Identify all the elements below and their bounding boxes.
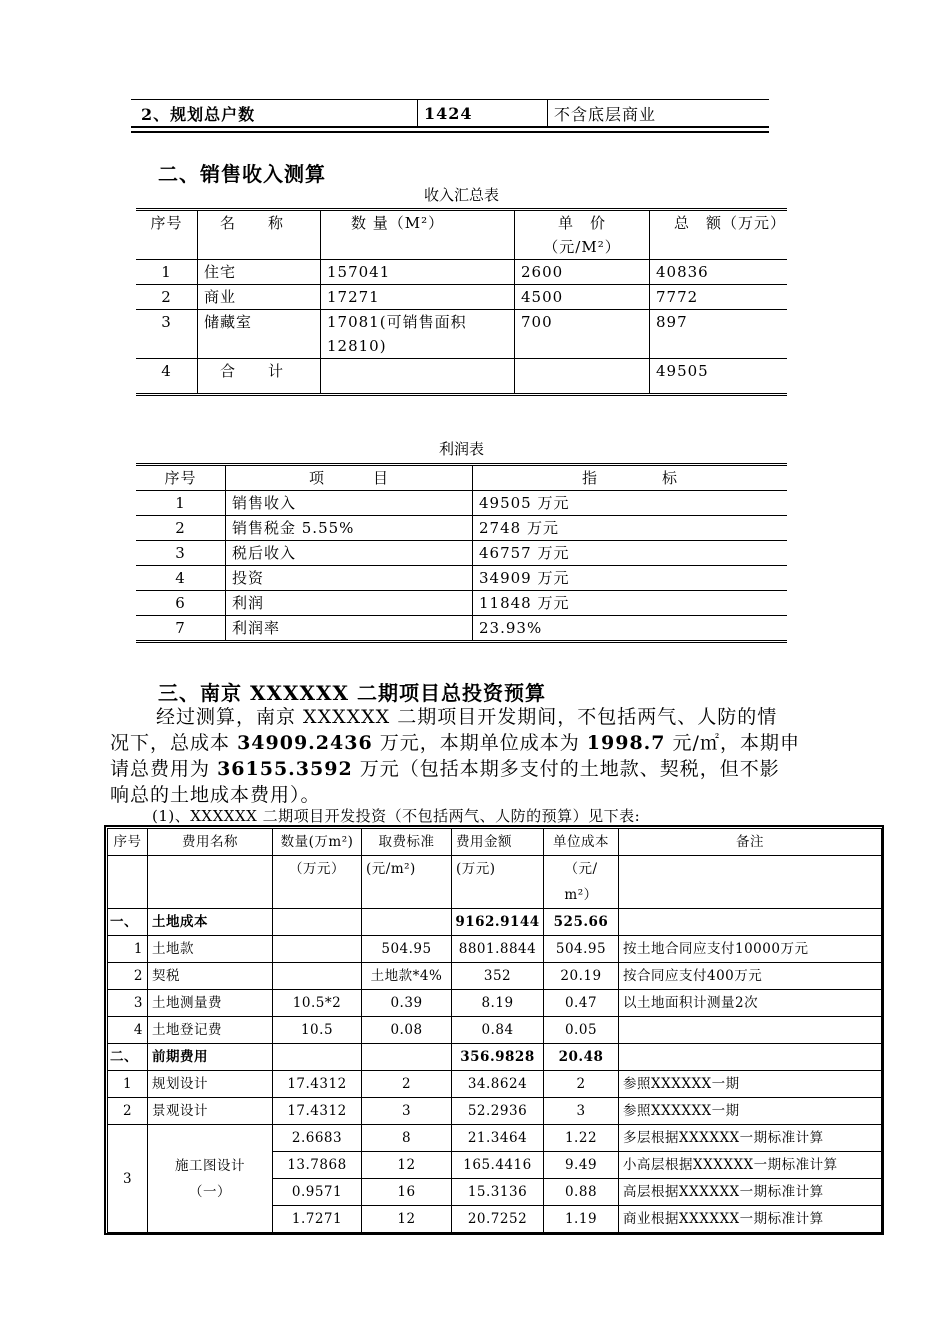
cell: 商业根据XXXXXX一期标准计算 xyxy=(619,1206,882,1233)
cell xyxy=(619,1017,882,1044)
cell: 34.8624 xyxy=(452,1071,544,1098)
table-row xyxy=(108,909,882,936)
households-label: 2、规划总户数 xyxy=(131,100,418,127)
header-cell xyxy=(544,856,619,909)
header-cell: （万元） xyxy=(273,856,362,909)
income-summary-table xyxy=(136,208,787,396)
cell: 住宅 xyxy=(198,260,321,285)
cell: 504.95 xyxy=(362,936,452,963)
cell xyxy=(273,963,362,990)
header-cell: 备注 xyxy=(619,829,882,856)
text: 万元（包括本期多支付的土地款、契税，但不影 xyxy=(359,758,780,780)
cell: 16 xyxy=(362,1179,452,1206)
header-cell: 项 目 xyxy=(226,465,473,491)
cell: 规划设计 xyxy=(148,1071,273,1098)
cell: 3 xyxy=(136,541,226,566)
cell: 多层根据XXXXXX一期标准计算 xyxy=(619,1125,882,1152)
table-row xyxy=(108,1071,882,1098)
cell: 17.4312 xyxy=(273,1098,362,1125)
cell: 小高层根据XXXXXX一期标准计算 xyxy=(619,1152,882,1179)
cell: 投资 xyxy=(226,566,473,591)
cell: 6 xyxy=(136,591,226,616)
cell: 1 xyxy=(136,491,226,516)
table-row xyxy=(108,936,882,963)
households-note: 不含底层商业 xyxy=(548,100,770,127)
cell: 49505 xyxy=(650,359,788,395)
para-line xyxy=(110,730,820,756)
cell xyxy=(515,359,650,395)
cell: 21.3464 xyxy=(452,1125,544,1152)
header-cell: 序号 xyxy=(136,210,198,260)
text: 万元，本期单位成本为 xyxy=(379,732,580,754)
cell: 0.47 xyxy=(544,990,619,1017)
unit-cost: 1998.7 xyxy=(586,732,666,754)
header-text: （元/ xyxy=(564,861,598,877)
cell: 525.66 xyxy=(544,909,619,936)
cell xyxy=(273,1044,362,1071)
cell: 合 计 xyxy=(198,359,321,395)
cell: 49505 万元 xyxy=(473,491,788,516)
table-row xyxy=(136,616,787,642)
cell: 3 xyxy=(108,990,148,1017)
cell: 2 xyxy=(544,1071,619,1098)
header-cell: 数 量（M²） xyxy=(321,210,515,260)
cell: 按土地合同应支付10000万元 xyxy=(619,936,882,963)
cell: 8.19 xyxy=(452,990,544,1017)
cell: 1 xyxy=(108,1071,148,1098)
cell: 17271 xyxy=(321,285,515,310)
investment-table xyxy=(107,828,882,1233)
cell: 3 xyxy=(362,1098,452,1125)
cell: 12 xyxy=(362,1152,452,1179)
households-value: 1424 xyxy=(418,100,548,127)
cell: 4500 xyxy=(515,285,650,310)
cell: 0.39 xyxy=(362,990,452,1017)
cell: 2748 万元 xyxy=(473,516,788,541)
cell: 40836 xyxy=(650,260,788,285)
cell: 储藏室 xyxy=(198,310,321,359)
households-table xyxy=(131,99,769,126)
cell: 土地款*4% xyxy=(362,963,452,990)
cell xyxy=(273,909,362,936)
cell: 参照XXXXXX一期 xyxy=(619,1071,882,1098)
cell: 12 xyxy=(362,1206,452,1233)
cell: 7772 xyxy=(650,285,788,310)
households-row xyxy=(131,100,769,127)
cell: 一、 xyxy=(108,909,148,936)
section-title-sales: 二、销售收入测算 xyxy=(158,162,326,186)
table-header-row xyxy=(108,829,882,856)
text: 请总费用为 xyxy=(110,758,211,780)
cell: 34909 万元 xyxy=(473,566,788,591)
cell: 按合同应支付400万元 xyxy=(619,963,882,990)
cell-design-name xyxy=(148,1125,273,1233)
para-line xyxy=(110,756,820,782)
cell: 土地登记费 xyxy=(148,1017,273,1044)
cell: 4 xyxy=(136,566,226,591)
cell: 46757 万元 xyxy=(473,541,788,566)
table-header-row xyxy=(136,465,787,491)
investment-paragraph xyxy=(110,704,820,808)
cell: 0.08 xyxy=(362,1017,452,1044)
cell: 165.4416 xyxy=(452,1152,544,1179)
cell: 0.05 xyxy=(544,1017,619,1044)
cell-line: （一） xyxy=(189,1183,231,1200)
table-row xyxy=(136,591,787,616)
cell: 3 xyxy=(544,1098,619,1125)
text: 况下，总成本 xyxy=(110,732,231,754)
table-row xyxy=(108,1098,882,1125)
cell: 契税 xyxy=(148,963,273,990)
cell: 352 xyxy=(452,963,544,990)
cell: 参照XXXXXX一期 xyxy=(619,1098,882,1125)
cell: 20.48 xyxy=(544,1044,619,1071)
income-table-caption: 收入汇总表 xyxy=(423,186,499,204)
table-row xyxy=(108,1017,882,1044)
cell: 利润率 xyxy=(226,616,473,642)
cell: 1 xyxy=(136,260,198,285)
cell: 利润 xyxy=(226,591,473,616)
cell: 商业 xyxy=(198,285,321,310)
table-row xyxy=(136,260,787,285)
table-row xyxy=(136,516,787,541)
cell: 9162.9144 xyxy=(452,909,544,936)
cell xyxy=(619,1044,882,1071)
cell: 8 xyxy=(362,1125,452,1152)
cell: 2 xyxy=(108,963,148,990)
cell xyxy=(619,856,882,909)
cell: 土地成本 xyxy=(148,909,273,936)
header-text: 单 价 xyxy=(557,214,606,232)
para-line: 响总的土地成本费用）。 xyxy=(110,784,321,806)
para-line: 经过测算，南京 XXXXXX 二期项目开发期间，不包括两气、人防的情 xyxy=(156,706,778,728)
cell xyxy=(362,909,452,936)
cell: 8801.8844 xyxy=(452,936,544,963)
table-row xyxy=(136,285,787,310)
table-row xyxy=(136,310,787,359)
cell: 2.6683 xyxy=(273,1125,362,1152)
header-cell: 费用金额 xyxy=(452,829,544,856)
cell: 504.95 xyxy=(544,936,619,963)
table-row xyxy=(136,566,787,591)
header-cell: 序号 xyxy=(136,465,226,491)
cell: 0.9571 xyxy=(273,1179,362,1206)
header-text: m²） xyxy=(564,887,598,903)
profit-table-caption: 利润表 xyxy=(438,440,484,458)
cell xyxy=(321,359,515,395)
cell-line: 施工图设计 xyxy=(175,1157,245,1174)
cell-line: 17081(可销售面积 xyxy=(327,313,467,331)
cell xyxy=(321,310,515,359)
cell: 10.5*2 xyxy=(273,990,362,1017)
cell: 1.22 xyxy=(544,1125,619,1152)
table-row xyxy=(108,1125,882,1152)
table-row-total xyxy=(136,359,787,395)
text: 元/㎡，本期申 xyxy=(672,732,800,754)
cell: 2 xyxy=(362,1071,452,1098)
cell: 以土地面积计测量2次 xyxy=(619,990,882,1017)
cell: 15.3136 xyxy=(452,1179,544,1206)
cell: 1 xyxy=(108,936,148,963)
header-cell: 序号 xyxy=(108,829,148,856)
cell-line: 12810) xyxy=(327,337,387,355)
cell: 高层根据XXXXXX一期标准计算 xyxy=(619,1179,882,1206)
table-row xyxy=(136,491,787,516)
total-cost: 34909.2436 xyxy=(237,732,373,754)
cell xyxy=(108,856,148,909)
section-title-investment: 三、南京 XXXXXX 二期项目总投资预算 xyxy=(158,681,547,705)
cell xyxy=(619,909,882,936)
cell: 52.2936 xyxy=(452,1098,544,1125)
header-cell: (元/m²) xyxy=(362,856,452,909)
header-cell: 单位成本 xyxy=(544,829,619,856)
cell: 3 xyxy=(136,310,198,359)
table-row xyxy=(108,963,882,990)
cell: 9.49 xyxy=(544,1152,619,1179)
cell: 157041 xyxy=(321,260,515,285)
cell xyxy=(148,856,273,909)
cell: 356.9828 xyxy=(452,1044,544,1071)
cell: 17.4312 xyxy=(273,1071,362,1098)
header-cell-unit-price xyxy=(515,210,650,260)
header-cell: 总 额（万元） xyxy=(650,210,788,260)
table-row xyxy=(136,541,787,566)
cell: 土地测量费 xyxy=(148,990,273,1017)
cell: 2 xyxy=(136,285,198,310)
header-cell: (万元) xyxy=(452,856,544,909)
cell: 税后收入 xyxy=(226,541,473,566)
cell: 23.93% xyxy=(473,616,788,642)
cell: 11848 万元 xyxy=(473,591,788,616)
table-row xyxy=(108,1044,882,1071)
cell: 2 xyxy=(136,516,226,541)
cell: 7 xyxy=(175,619,186,637)
cell: 二、 xyxy=(108,1044,148,1071)
cell xyxy=(362,1044,452,1071)
cell: 20.19 xyxy=(544,963,619,990)
cell: 4 xyxy=(161,362,172,380)
cell: 景观设计 xyxy=(148,1098,273,1125)
header-cell: 数量(万m²) xyxy=(273,829,362,856)
table-header-row xyxy=(136,210,787,260)
cell: 前期费用 xyxy=(148,1044,273,1071)
header-cell: 名 称 xyxy=(198,210,321,260)
cell: 0.84 xyxy=(452,1017,544,1044)
cell: 3 xyxy=(108,1125,148,1233)
cell: 897 xyxy=(650,310,788,359)
cell: 700 xyxy=(515,310,650,359)
cell: 20.7252 xyxy=(452,1206,544,1233)
cell: 2 xyxy=(108,1098,148,1125)
cell: 1.19 xyxy=(544,1206,619,1233)
profit-table xyxy=(136,463,787,643)
table-bottom-rule xyxy=(131,126,769,133)
header-text: （元/M²） xyxy=(543,238,621,256)
cell: 4 xyxy=(108,1017,148,1044)
header-cell: 取费标准 xyxy=(362,829,452,856)
cell xyxy=(273,936,362,963)
cell: 10.5 xyxy=(273,1017,362,1044)
cell: 0.88 xyxy=(544,1179,619,1206)
total-fee: 36155.3592 xyxy=(217,758,353,780)
investment-table-note: (1)、XXXXXX 二期项目开发投资（不包括两气、人防的预算）见下表: xyxy=(152,807,641,825)
cell: 土地款 xyxy=(148,936,273,963)
cell: 2600 xyxy=(515,260,650,285)
cell: 13.7868 xyxy=(273,1152,362,1179)
cell: 1.7271 xyxy=(273,1206,362,1233)
header-cell: 指 标 xyxy=(473,465,788,491)
cell: 销售收入 xyxy=(226,491,473,516)
table-row xyxy=(108,990,882,1017)
cell: 销售税金 5.55% xyxy=(226,516,473,541)
header-cell: 费用名称 xyxy=(148,829,273,856)
